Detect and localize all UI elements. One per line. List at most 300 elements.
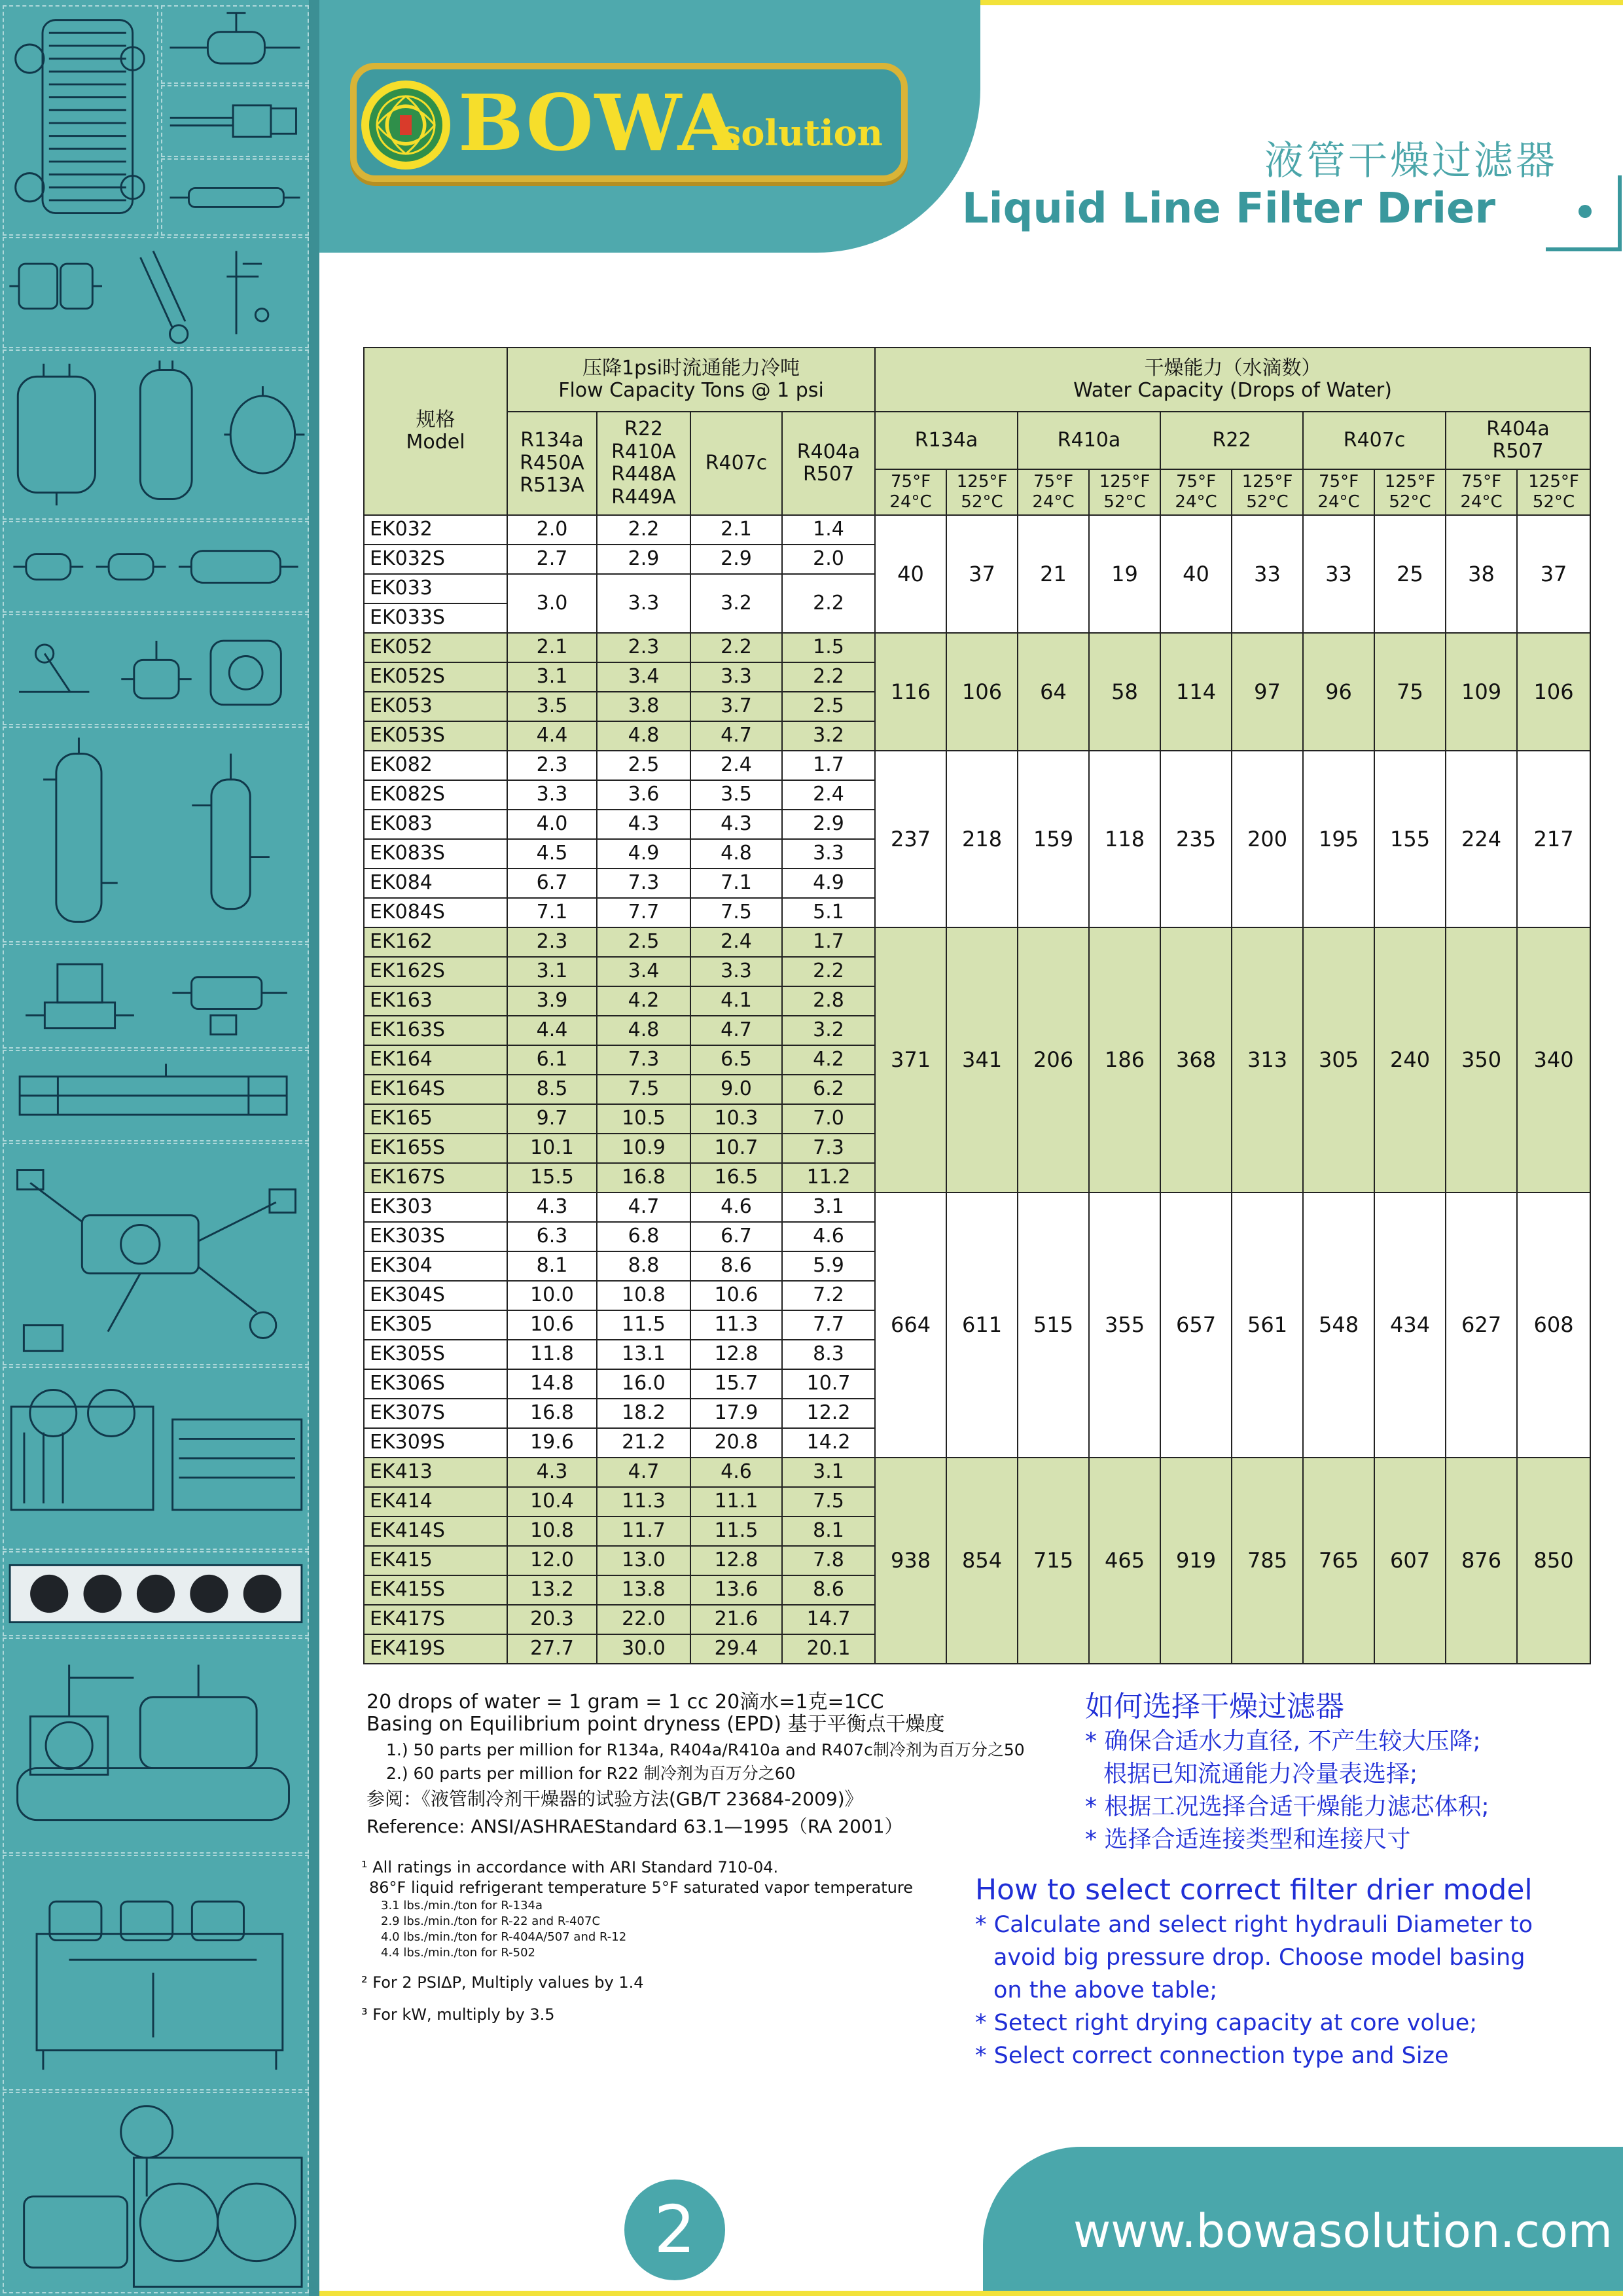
flow-capacity-cell: 3.8 — [597, 692, 690, 721]
flow-capacity-cell: 12.8 — [690, 1546, 782, 1575]
model-header-cn: 规格 — [416, 408, 455, 431]
brand-suffix: solution — [721, 112, 883, 154]
flow-capacity-cell: 3.3 — [597, 574, 690, 633]
flow-capacity-cell: 3.3 — [782, 839, 875, 869]
water-capacity-cell: 919 — [1160, 1458, 1232, 1664]
model-cell: EK419S — [364, 1634, 507, 1664]
flow-capacity-cell: 13.2 — [507, 1575, 597, 1605]
flow-capacity-cell: 6.7 — [507, 869, 597, 898]
water-capacity-cell: 118 — [1089, 751, 1160, 927]
flow-capacity-cell: 16.5 — [690, 1163, 782, 1193]
table-row — [364, 633, 1590, 662]
model-cell: EK033 — [364, 574, 507, 603]
water-capacity-cell: 608 — [1517, 1193, 1590, 1458]
temperature-label: 52°C — [1532, 492, 1575, 512]
model-cell: EK084 — [364, 869, 507, 898]
flow-capacity-cell: 2.3 — [597, 633, 690, 662]
model-cell: EK417S — [364, 1605, 507, 1634]
guide-en-item: * Setect right drying capacity at core volue; — [975, 2010, 1478, 2036]
flow-capacity-header — [507, 348, 875, 412]
water-capacity-cell: 200 — [1232, 751, 1303, 927]
flow-capacity-cell: 4.4 — [507, 721, 597, 751]
model-cell: EK303 — [364, 1193, 507, 1222]
water-capacity-cell: 38 — [1446, 515, 1517, 633]
thumb-sight-glass-valves — [3, 614, 309, 725]
flow-capacity-cell: 6.3 — [507, 1222, 597, 1251]
flow-capacity-cell: 7.5 — [690, 898, 782, 927]
flow-capacity-cell: 16.8 — [507, 1399, 597, 1428]
guide-cn-item: * 确保合适水力直径, 不产生较大压降; — [1085, 1728, 1481, 1755]
model-cell: EK303S — [364, 1222, 507, 1251]
flow-capacity-cell: 15.5 — [507, 1163, 597, 1193]
water-capacity-cell: 235 — [1160, 751, 1232, 927]
model-header — [364, 348, 507, 515]
thumb-oil-separators — [3, 726, 309, 942]
model-cell: EK163 — [364, 986, 507, 1016]
thumb-compressor-skid — [3, 1855, 309, 2090]
flow-capacity-cell: 11.3 — [597, 1487, 690, 1516]
flow-capacity-cell: 21.2 — [597, 1428, 690, 1458]
flow-capacity-cell: 13.8 — [597, 1575, 690, 1605]
flow-capacity-cell: 4.1 — [690, 986, 782, 1016]
temperature-label: 125°F — [1099, 471, 1150, 492]
temperature-label: 52°C — [1246, 492, 1289, 512]
flow-capacity-cell: 2.3 — [507, 751, 597, 780]
model-cell: EK415S — [364, 1575, 507, 1605]
footnote-3: ³ For kW, multiply by 3.5 — [361, 2005, 555, 2024]
thumb-compressor-rack — [3, 1638, 309, 1854]
footnotes-block — [361, 1857, 950, 2025]
flow-capacity-cell: 7.0 — [782, 1104, 875, 1134]
water-capacity-cell: 341 — [946, 927, 1018, 1193]
flow-capacity-cell: 3.3 — [690, 662, 782, 692]
flow-capacity-cell: 2.9 — [782, 810, 875, 839]
temperature-label: 75°F — [1319, 471, 1359, 492]
guide-en-item: on the above table; — [993, 1977, 1218, 2003]
thumb-filter-driers — [3, 521, 309, 613]
flow-capacity-cell: 3.2 — [782, 1016, 875, 1045]
flow-capacity-cell: 29.4 — [690, 1634, 782, 1664]
water-capacity-cell: 765 — [1303, 1458, 1374, 1664]
temperature-header — [1089, 469, 1160, 515]
water-capacity-cell: 224 — [1446, 751, 1517, 927]
flow-capacity-cell: 3.6 — [597, 780, 690, 810]
model-cell: EK164 — [364, 1045, 507, 1075]
flow-capacity-cell: 16.8 — [597, 1163, 690, 1193]
flow-capacity-cell: 3.4 — [597, 662, 690, 692]
water-capacity-cell: 40 — [875, 515, 946, 633]
flow-capacity-cell: 10.6 — [507, 1310, 597, 1340]
refrigerant-label: R407c — [705, 451, 768, 475]
flow-capacity-cell: 3.7 — [690, 692, 782, 721]
product-sidebar — [0, 0, 319, 2296]
brand-name: BOWA — [458, 77, 740, 168]
temperature-label: 75°F — [891, 471, 931, 492]
flow-capacity-cell: 2.8 — [782, 986, 875, 1016]
refrigerant-label: R22 — [1212, 428, 1251, 452]
temperature-label: 52°C — [1389, 492, 1431, 512]
flow-capacity-cell: 16.0 — [597, 1369, 690, 1399]
flow-capacity-cell: 11.5 — [690, 1516, 782, 1546]
model-cell: EK309S — [364, 1428, 507, 1458]
flow-capacity-cell: 4.2 — [597, 986, 690, 1016]
water-refrigerant-header — [1446, 412, 1590, 469]
water-capacity-cell: 116 — [875, 633, 946, 751]
model-cell: EK053 — [364, 692, 507, 721]
footnote-1-item: 4.4 lbs./min./ton for R-502 — [381, 1946, 535, 1960]
water-capacity-cell: 371 — [875, 927, 946, 1193]
water-capacity-cell: 785 — [1232, 1458, 1303, 1664]
flow-capacity-cell: 10.7 — [690, 1134, 782, 1163]
flow-capacity-cell: 3.0 — [507, 574, 597, 633]
flow-capacity-cell: 3.2 — [782, 721, 875, 751]
logo-emblem-icon — [357, 76, 455, 174]
flow-capacity-cell: 11.2 — [782, 1163, 875, 1193]
thumb-long-tube — [3, 1050, 309, 1141]
flow-capacity-cell: 18.2 — [597, 1399, 690, 1428]
flow-capacity-cell: 8.6 — [690, 1251, 782, 1281]
flow-capacity-cell: 20.1 — [782, 1634, 875, 1664]
thumb-condensing-units — [3, 1367, 309, 1550]
temperature-label: 125°F — [1528, 471, 1579, 492]
flow-capacity-cell: 7.7 — [782, 1310, 875, 1340]
model-cell: EK307S — [364, 1399, 507, 1428]
water-capacity-cell: 58 — [1089, 633, 1160, 751]
flow-capacity-cell: 2.2 — [782, 662, 875, 692]
flow-capacity-cell: 4.2 — [782, 1045, 875, 1075]
flow-capacity-cell: 7.5 — [782, 1487, 875, 1516]
model-cell: EK053S — [364, 721, 507, 751]
temperature-header — [1374, 469, 1446, 515]
water-capacity-cell: 75 — [1374, 633, 1446, 751]
model-cell: EK032 — [364, 515, 507, 545]
water-capacity-cell: 548 — [1303, 1193, 1374, 1458]
flow-capacity-cell: 2.5 — [782, 692, 875, 721]
flow-capacity-cell: 10.3 — [690, 1104, 782, 1134]
flow-capacity-cell: 4.8 — [597, 1016, 690, 1045]
water-capacity-cell: 33 — [1232, 515, 1303, 633]
flow-capacity-cell: 9.7 — [507, 1104, 597, 1134]
flow-capacity-cell: 4.3 — [507, 1458, 597, 1487]
flow-capacity-cell: 4.8 — [597, 721, 690, 751]
refrigerant-label: R507 — [1492, 440, 1544, 463]
flow-capacity-cell: 4.7 — [690, 1016, 782, 1045]
model-header-en: Model — [406, 431, 465, 454]
refrigerant-label: R513A — [520, 474, 584, 497]
model-cell: EK082 — [364, 751, 507, 780]
water-refrigerant-header — [1018, 412, 1160, 469]
flow-capacity-cell: 5.1 — [782, 898, 875, 927]
flow-capacity-cell: 4.3 — [507, 1193, 597, 1222]
flow-capacity-cell: 7.2 — [782, 1281, 875, 1310]
water-capacity-cell: 109 — [1446, 633, 1517, 751]
table-row — [364, 1458, 1590, 1487]
flow-capacity-cell: 8.8 — [597, 1251, 690, 1281]
note-epd-2: 2.) 60 parts per million for R22 制冷剂为百万分之60 — [386, 1764, 796, 1783]
page-number: 2 — [654, 2191, 696, 2268]
flow-capacity-cell: 10.8 — [597, 1281, 690, 1310]
note-epd: Basing on Equilibrium point dryness (EPD) 基于平衡点干燥度 — [366, 1713, 945, 1736]
flow-capacity-cell: 9.0 — [690, 1075, 782, 1104]
flow-capacity-cell: 2.4 — [690, 927, 782, 957]
water-capacity-cell: 876 — [1446, 1458, 1517, 1664]
flow-capacity-cell: 7.3 — [597, 1045, 690, 1075]
flow-capacity-cell: 4.3 — [690, 810, 782, 839]
flow-capacity-cell: 2.2 — [597, 515, 690, 545]
table-row — [364, 1193, 1590, 1222]
temperature-header — [1232, 469, 1303, 515]
water-capacity-cell: 313 — [1232, 927, 1303, 1193]
water-capacity-cell: 217 — [1517, 751, 1590, 927]
flow-capacity-cell: 8.1 — [782, 1516, 875, 1546]
flow-refrigerant-header — [597, 412, 690, 515]
model-cell: EK033S — [364, 603, 507, 633]
water-capacity-cell: 155 — [1374, 751, 1446, 927]
flow-capacity-cell: 3.9 — [507, 986, 597, 1016]
refrigerant-label: R134a — [520, 429, 584, 452]
flow-capacity-cell: 13.0 — [597, 1546, 690, 1575]
model-cell: EK306S — [364, 1369, 507, 1399]
refrigerant-label: R450A — [520, 451, 584, 475]
flow-capacity-cell: 10.5 — [597, 1104, 690, 1134]
flow-capacity-cell: 11.5 — [597, 1310, 690, 1340]
flow-capacity-cell: 4.9 — [597, 839, 690, 869]
water-capacity-cell: 37 — [946, 515, 1018, 633]
flow-capacity-cell: 8.6 — [782, 1575, 875, 1605]
model-cell: EK052S — [364, 662, 507, 692]
model-cell: EK164S — [364, 1075, 507, 1104]
flow-capacity-cell: 6.1 — [507, 1045, 597, 1075]
guide-en-item: * Calculate and select right hydrauli Diameter to — [975, 1912, 1533, 1938]
model-cell: EK305S — [364, 1340, 507, 1369]
flow-capacity-cell: 2.5 — [597, 751, 690, 780]
water-capacity-cell: 218 — [946, 751, 1018, 927]
thumb-solenoid-valves — [3, 944, 309, 1049]
water-capacity-header — [875, 348, 1590, 412]
flow-capacity-cell: 4.6 — [690, 1193, 782, 1222]
refrigerant-label: R404a — [1486, 417, 1550, 440]
thumb-expansion-valves — [3, 237, 309, 348]
model-cell: EK413 — [364, 1458, 507, 1487]
water-capacity-cell: 611 — [946, 1193, 1018, 1458]
water-capacity-cell: 37 — [1517, 515, 1590, 633]
flow-capacity-cell: 6.5 — [690, 1045, 782, 1075]
thumb-solenoid — [161, 85, 309, 157]
model-cell: EK082S — [364, 780, 507, 810]
footnote-2: ² For 2 PSIΔP, Multiply values by 1.4 — [361, 1973, 644, 1992]
title-corner-bracket — [1546, 175, 1622, 251]
flow-refrigerant-header — [507, 412, 597, 515]
model-cell: EK162S — [364, 957, 507, 986]
model-cell: EK167S — [364, 1163, 507, 1193]
flow-capacity-cell: 10.0 — [507, 1281, 597, 1310]
flow-capacity-cell: 4.6 — [690, 1458, 782, 1487]
table-row — [364, 515, 1590, 545]
model-cell: EK304 — [364, 1251, 507, 1281]
temperature-label: 125°F — [1241, 471, 1293, 492]
refrigerant-label: R410a — [1057, 428, 1121, 452]
guide-cn-item: * 选择合适连接类型和连接尺寸 — [1085, 1826, 1411, 1853]
refrigerant-label: R507 — [802, 463, 855, 486]
flow-capacity-cell: 30.0 — [597, 1634, 690, 1664]
temperature-header — [1160, 469, 1232, 515]
model-cell: EK304S — [364, 1281, 507, 1310]
temperature-label: 125°F — [1384, 471, 1436, 492]
footnote-1: ¹ All ratings in accordance with ARI Standard 710-04. — [361, 1858, 779, 1876]
flow-capacity-cell: 10.9 — [597, 1134, 690, 1163]
footnote-1-item: 4.0 lbs./min./ton for R-404A/507 and R-12 — [381, 1930, 627, 1944]
sidebar-stripe — [309, 0, 319, 2296]
temperature-header — [875, 469, 946, 515]
flow-header-cn: 压降1psi时流通能力冷吨 — [582, 356, 800, 380]
temperature-label: 75°F — [1033, 471, 1074, 492]
flow-capacity-cell: 20.3 — [507, 1605, 597, 1634]
water-capacity-cell: 96 — [1303, 633, 1374, 751]
guide-cn-item: * 根据工况选择合适干燥能力滤芯体积; — [1085, 1793, 1489, 1820]
water-capacity-cell: 607 — [1374, 1458, 1446, 1664]
temperature-label: 24°C — [1032, 492, 1075, 512]
flow-capacity-cell: 2.0 — [507, 515, 597, 545]
model-cell: EK415 — [364, 1546, 507, 1575]
temperature-header — [946, 469, 1018, 515]
page-title-en: Liquid Line Filter Drier — [961, 185, 1495, 233]
guide-cn-item: 根据已知流通能力冷量表选择; — [1103, 1761, 1418, 1787]
flow-capacity-cell: 2.2 — [690, 633, 782, 662]
note-ref-en: Reference: ANSI/ASHRAEStandard 63.1—1995（RA 2001） — [366, 1816, 903, 1837]
table-row — [364, 927, 1590, 957]
notes-block — [366, 1689, 1080, 1840]
refrigerant-label: R404a — [796, 440, 861, 463]
flow-capacity-cell: 11.3 — [690, 1310, 782, 1340]
water-capacity-cell: 33 — [1303, 515, 1374, 633]
flow-capacity-cell: 7.7 — [597, 898, 690, 927]
selection-guide-cn — [1085, 1689, 1609, 1856]
flow-capacity-cell: 1.4 — [782, 515, 875, 545]
flow-header-en: Flow Capacity Tons @ 1 psi — [558, 379, 824, 402]
water-header-en: Water Capacity (Drops of Water) — [1073, 379, 1392, 402]
flow-capacity-cell: 4.4 — [507, 1016, 597, 1045]
water-capacity-cell: 240 — [1374, 927, 1446, 1193]
bottom-accent-line — [319, 2291, 1623, 2296]
flow-capacity-cell: 3.1 — [507, 957, 597, 986]
selection-guide-en — [975, 1872, 1597, 2072]
flow-capacity-cell: 12.8 — [690, 1340, 782, 1369]
guide-en-item: * Select correct connection type and Size — [975, 2043, 1449, 2069]
flow-capacity-cell: 4.0 — [507, 810, 597, 839]
flow-capacity-cell: 4.6 — [782, 1222, 875, 1251]
footnote-1-item: 3.1 lbs./min./ton for R-134a — [381, 1899, 543, 1912]
flow-capacity-cell: 21.6 — [690, 1605, 782, 1634]
flow-capacity-cell: 10.4 — [507, 1487, 597, 1516]
thumb-unit-cooler — [3, 1551, 309, 1636]
refrigerant-label: R449A — [611, 485, 676, 509]
flow-capacity-cell: 17.9 — [690, 1399, 782, 1428]
flow-capacity-cell: 3.1 — [507, 662, 597, 692]
model-cell: EK032S — [364, 545, 507, 574]
flow-capacity-cell: 4.7 — [597, 1193, 690, 1222]
flow-capacity-cell: 3.2 — [690, 574, 782, 633]
guide-en-item: avoid big pressure drop. Choose model basing — [993, 1945, 1525, 1971]
flow-capacity-cell: 10.1 — [507, 1134, 597, 1163]
temperature-label: 52°C — [1103, 492, 1146, 512]
flow-capacity-cell: 7.5 — [597, 1075, 690, 1104]
refrigerant-label: R134a — [914, 428, 978, 452]
thumb-accumulators — [3, 350, 309, 520]
flow-capacity-cell: 2.3 — [507, 927, 597, 957]
guide-cn-title: 如何选择干燥过滤器 — [1085, 1690, 1344, 1723]
flow-capacity-cell: 1.7 — [782, 751, 875, 780]
table-row — [364, 751, 1590, 780]
water-capacity-cell: 561 — [1232, 1193, 1303, 1458]
flow-capacity-cell: 3.3 — [507, 780, 597, 810]
flow-capacity-cell: 14.8 — [507, 1369, 597, 1399]
temperature-label: 75°F — [1461, 471, 1502, 492]
flow-refrigerant-header — [782, 412, 875, 515]
water-capacity-cell: 237 — [875, 751, 946, 927]
water-capacity-cell: 25 — [1374, 515, 1446, 633]
thumb-pipe-drier — [161, 158, 309, 236]
flow-capacity-cell: 3.1 — [782, 1193, 875, 1222]
footnote-1-item: 2.9 lbs./min./ton for R-22 and R-407C — [381, 1914, 601, 1928]
flow-capacity-cell: 6.7 — [690, 1222, 782, 1251]
temperature-header — [1446, 469, 1517, 515]
flow-capacity-cell: 27.7 — [507, 1634, 597, 1664]
refrigerant-label: R407c — [1343, 428, 1406, 452]
temperature-label: 24°C — [1317, 492, 1360, 512]
flow-capacity-cell: 1.7 — [782, 927, 875, 957]
temperature-label: 24°C — [1460, 492, 1503, 512]
temperature-header — [1018, 469, 1089, 515]
model-cell: EK165S — [364, 1134, 507, 1163]
flow-capacity-cell: 6.2 — [782, 1075, 875, 1104]
flow-capacity-cell: 1.5 — [782, 633, 875, 662]
note-epd-1: 1.) 50 parts per million for R134a, R404a/R410a and R407c制冷剂为百万分之50 — [386, 1740, 1025, 1759]
flow-capacity-cell: 7.8 — [782, 1546, 875, 1575]
flow-capacity-cell: 3.3 — [690, 957, 782, 986]
flow-capacity-cell: 7.3 — [782, 1134, 875, 1163]
water-capacity-cell: 206 — [1018, 927, 1089, 1193]
water-capacity-cell: 340 — [1517, 927, 1590, 1193]
water-capacity-cell: 305 — [1303, 927, 1374, 1193]
flow-capacity-cell: 2.2 — [782, 957, 875, 986]
flow-capacity-cell: 3.1 — [782, 1458, 875, 1487]
water-refrigerant-header — [875, 412, 1018, 469]
water-capacity-cell: 97 — [1232, 633, 1303, 751]
flow-capacity-cell: 20.8 — [690, 1428, 782, 1458]
flow-capacity-cell: 22.0 — [597, 1605, 690, 1634]
water-capacity-cell: 938 — [875, 1458, 946, 1664]
model-cell: EK052 — [364, 633, 507, 662]
flow-capacity-cell: 13.1 — [597, 1340, 690, 1369]
water-capacity-cell: 195 — [1303, 751, 1374, 927]
flow-capacity-cell: 12.2 — [782, 1399, 875, 1428]
water-capacity-cell: 627 — [1446, 1193, 1517, 1458]
flow-capacity-cell: 6.8 — [597, 1222, 690, 1251]
website-url[interactable]: www.bowasolution.com — [1073, 2204, 1613, 2258]
flow-capacity-cell: 10.7 — [782, 1369, 875, 1399]
guide-en-title: How to select correct filter drier model — [975, 1873, 1533, 1907]
flow-capacity-cell: 14.2 — [782, 1428, 875, 1458]
flow-capacity-cell: 10.6 — [690, 1281, 782, 1310]
water-capacity-cell: 106 — [1517, 633, 1590, 751]
footnote-1b: 86°F liquid refrigerant temperature 5°F saturated vapor temperature — [369, 1878, 914, 1897]
temperature-label: 125°F — [956, 471, 1008, 492]
flow-capacity-cell: 4.8 — [690, 839, 782, 869]
water-capacity-cell: 19 — [1089, 515, 1160, 633]
water-capacity-cell: 434 — [1374, 1193, 1446, 1458]
flow-capacity-cell: 13.6 — [690, 1575, 782, 1605]
flow-capacity-cell: 2.4 — [782, 780, 875, 810]
